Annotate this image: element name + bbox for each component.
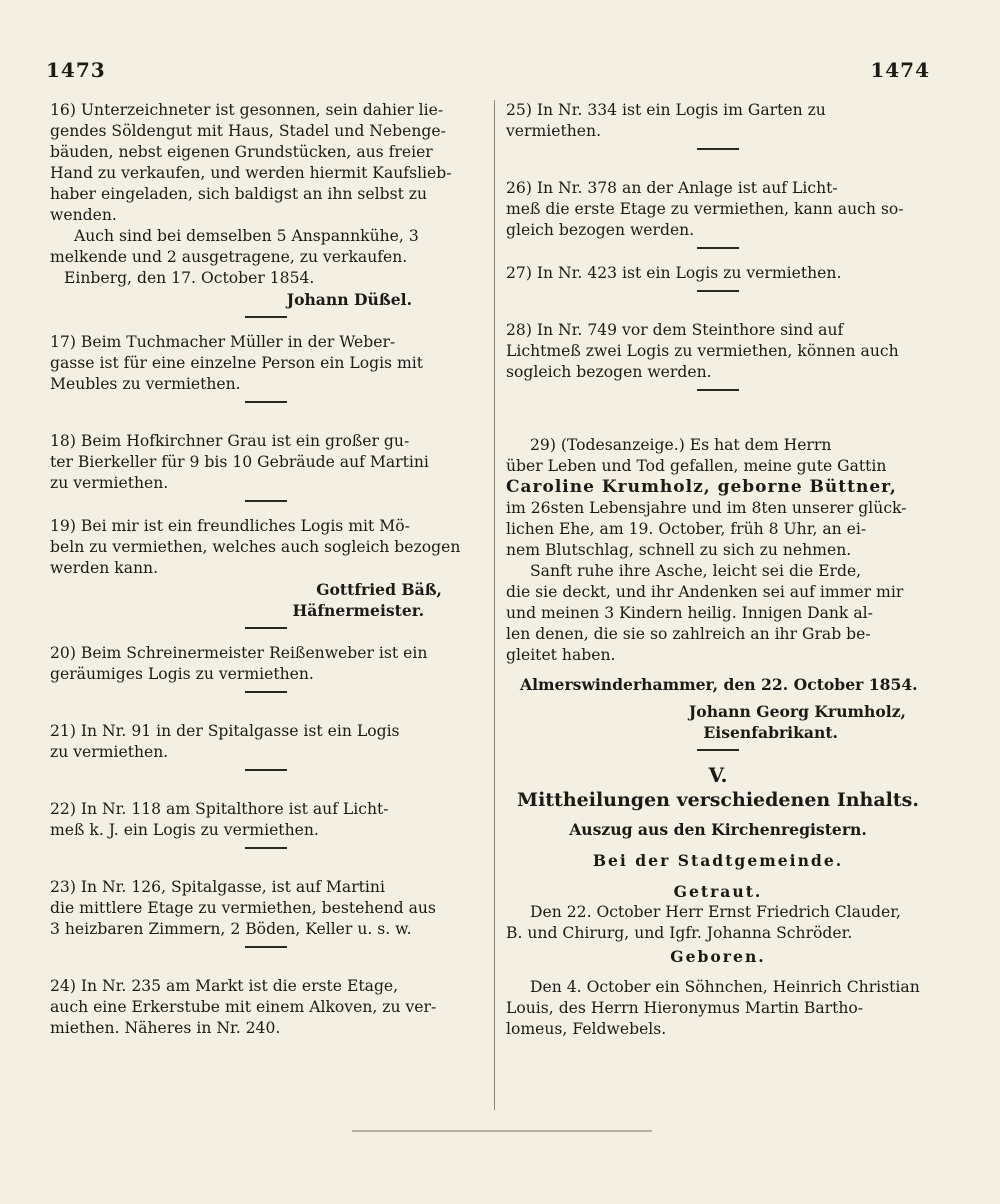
text-line: sogleich bezogen werden. <box>506 363 712 381</box>
text-line: auch eine Erkerstube mit einem Alkoven, zu ver- <box>50 998 437 1016</box>
text-line: vermiethen. <box>506 122 602 140</box>
text-line: haber eingeladen, sich baldigst an ihn selbst zu <box>50 185 428 203</box>
section-number: V. <box>708 763 728 787</box>
born-heading: Geboren. <box>670 947 766 966</box>
left-column <box>50 100 482 1039</box>
text-line: 21) In Nr. 91 in der Spitalgasse ist ein Logis <box>50 722 400 740</box>
text-line: 19) Bei mir ist ein freundliches Logis mit Mö- <box>50 517 410 535</box>
text-line: die sie deckt, und ihr Andenken sei auf immer mir <box>506 583 904 601</box>
section-subtitle: Auszug aus den Kirchenregistern. <box>569 820 867 839</box>
text-line: meß k. J. ein Logis zu vermiethen. <box>50 821 319 839</box>
text-line: wenden. <box>50 206 117 224</box>
text-line: 16) Unterzeichneter ist gesonnen, sein dahier lie- <box>50 101 444 119</box>
text-line: werden kann. <box>50 559 159 577</box>
text-line: 24) In Nr. 235 am Markt ist die erste Etage, <box>50 977 399 995</box>
text-line: und meinen 3 Kindern heilig. Innigen Dank al- <box>506 604 873 622</box>
married-heading: Getraut. <box>673 882 763 901</box>
text-line: Sanft ruhe ihre Asche, leicht sei die Erde, <box>530 562 862 580</box>
advert-18 <box>50 431 482 494</box>
separator-rule <box>506 290 930 292</box>
text-line: bäuden, nebst eigenen Grundstücken, aus freier <box>50 143 433 161</box>
text-line: lomeus, Feldwebels. <box>506 1020 667 1038</box>
text-line: die mittlere Etage zu vermiethen, bestehend aus <box>50 899 436 917</box>
advert-24 <box>50 976 482 1039</box>
text-line: 27) In Nr. 423 ist ein Logis zu vermiethen. <box>506 264 842 282</box>
text-line: 18) Beim Hofkirchner Grau ist ein großer gu- <box>50 432 410 450</box>
advert-17 <box>50 332 482 395</box>
advert-16 <box>50 100 482 310</box>
signature-title: Häfnermeister. <box>292 601 424 620</box>
signature-title: Eisenfabrikant. <box>703 723 838 742</box>
advert-21 <box>50 721 482 763</box>
page-number-left: 1473 <box>46 58 106 82</box>
text-line: gleich bezogen werden. <box>506 221 695 239</box>
separator-rule <box>50 691 482 693</box>
bottom-rule <box>352 1130 652 1132</box>
text-line: beln zu vermiethen, welches auch sogleich bezogen <box>50 538 461 556</box>
advert-23 <box>50 877 482 940</box>
text-line: lichen Ehe, am 19. October, früh 8 Uhr, an ei- <box>506 520 867 538</box>
parish-heading: Bei der Stadtgemeinde. <box>592 851 844 870</box>
text-line: Louis, des Herrn Hieronymus Martin Bartho- <box>506 999 864 1017</box>
separator-rule <box>50 946 482 948</box>
separator-rule <box>50 769 482 771</box>
advert-27 <box>506 263 930 284</box>
text-line: 26) In Nr. 378 an der Anlage ist auf Licht- <box>506 179 838 197</box>
text-line: Den 4. October ein Söhnchen, Heinrich Christian <box>530 978 920 996</box>
text-line: len denen, die sie so zahlreich an ihr Grab be- <box>506 625 871 643</box>
text-line: über Leben und Tod gefallen, meine gute Gattin <box>506 457 887 475</box>
text-line: nem Blutschlag, schnell zu sich zu nehmen. <box>506 541 852 559</box>
separator-rule <box>506 148 930 150</box>
text-line: Lichtmeß zwei Logis zu vermiethen, können auch <box>506 342 899 360</box>
deceased-name: Caroline Krumholz, geborne Büttner, <box>506 477 897 497</box>
advert-20 <box>50 643 482 685</box>
notice-heading-line: 29) (Todesanzeige.) Es hat dem Herrn <box>530 436 832 454</box>
text-line: zu vermiethen. <box>50 743 169 761</box>
text-line: 17) Beim Tuchmacher Müller in der Weber- <box>50 333 396 351</box>
text-line: Hand zu verkaufen, und werden hiermit Kaufslieb- <box>50 164 452 182</box>
advert-28 <box>506 320 930 383</box>
text-line: ter Bierkeller für 9 bis 10 Gebräude auf Martini <box>50 453 429 471</box>
text-line: gendes Söldengut mit Haus, Stadel und Nebenge- <box>50 122 446 140</box>
text-line: 20) Beim Schreinermeister Reißenweber ist ein <box>50 644 428 662</box>
text-line: 3 heizbaren Zimmern, 2 Böden, Keller u. s. w. <box>50 920 412 938</box>
text-line: im 26sten Lebensjahre und im 8ten unserer glück- <box>506 499 907 517</box>
text-line: 28) In Nr. 749 vor dem Steinthore sind auf <box>506 321 844 339</box>
signature-name: Gottfried Bäß, <box>316 580 442 599</box>
separator-rule <box>50 500 482 502</box>
separator-rule <box>506 749 930 751</box>
text-line: gasse ist für eine einzelne Person ein Logis mit <box>50 354 424 372</box>
advert-26 <box>506 178 930 241</box>
text-line: gleitet haben. <box>506 646 616 664</box>
text-line: miethen. Näheres in Nr. 240. <box>50 1019 281 1037</box>
advert-22 <box>50 799 482 841</box>
signature-name: Johann Georg Krumholz, <box>688 702 906 721</box>
page-number-right: 1474 <box>870 58 930 82</box>
separator-rule <box>50 847 482 849</box>
text-line: 23) In Nr. 126, Spitalgasse, ist auf Martini <box>50 878 385 896</box>
separator-rule <box>506 389 930 391</box>
separator-rule <box>506 247 930 249</box>
advert-19 <box>50 516 482 621</box>
separator-rule <box>50 316 482 318</box>
dateline: Einberg, den 17. October 1854. <box>64 269 315 287</box>
text-line: geräumiges Logis zu vermiethen. <box>50 665 314 683</box>
separator-rule <box>50 401 482 403</box>
column-divider <box>494 100 495 1110</box>
right-column <box>506 100 930 1040</box>
marriage-entry <box>506 902 930 944</box>
advert-25 <box>506 100 930 142</box>
text-line: meß die erste Etage zu vermiethen, kann auch so- <box>506 200 904 218</box>
text-line: Meubles zu vermiethen. <box>50 375 241 393</box>
text-line: Auch sind bei demselben 5 Anspannkühe, 3 <box>74 227 419 245</box>
section-title: Mittheilungen verschiedenen Inhalts. <box>517 789 919 811</box>
text-line: 25) In Nr. 334 ist ein Logis im Garten zu <box>506 101 826 119</box>
text-line: 22) In Nr. 118 am Spitalthore ist auf Licht- <box>50 800 389 818</box>
dateline: Almerswinderhammer, den 22. October 1854. <box>520 675 918 694</box>
text-line: melkende und 2 ausgetragene, zu verkaufen. <box>50 248 408 266</box>
text-line: Den 22. October Herr Ernst Friedrich Clauder, <box>530 903 901 921</box>
separator-rule <box>50 627 482 629</box>
text-line: zu vermiethen. <box>50 474 169 492</box>
birth-entry <box>506 977 930 1040</box>
text-line: B. und Chirurg, und Igfr. Johanna Schröder. <box>506 924 853 942</box>
death-notice <box>506 435 930 743</box>
signature: Johann Düßel. <box>286 290 412 309</box>
